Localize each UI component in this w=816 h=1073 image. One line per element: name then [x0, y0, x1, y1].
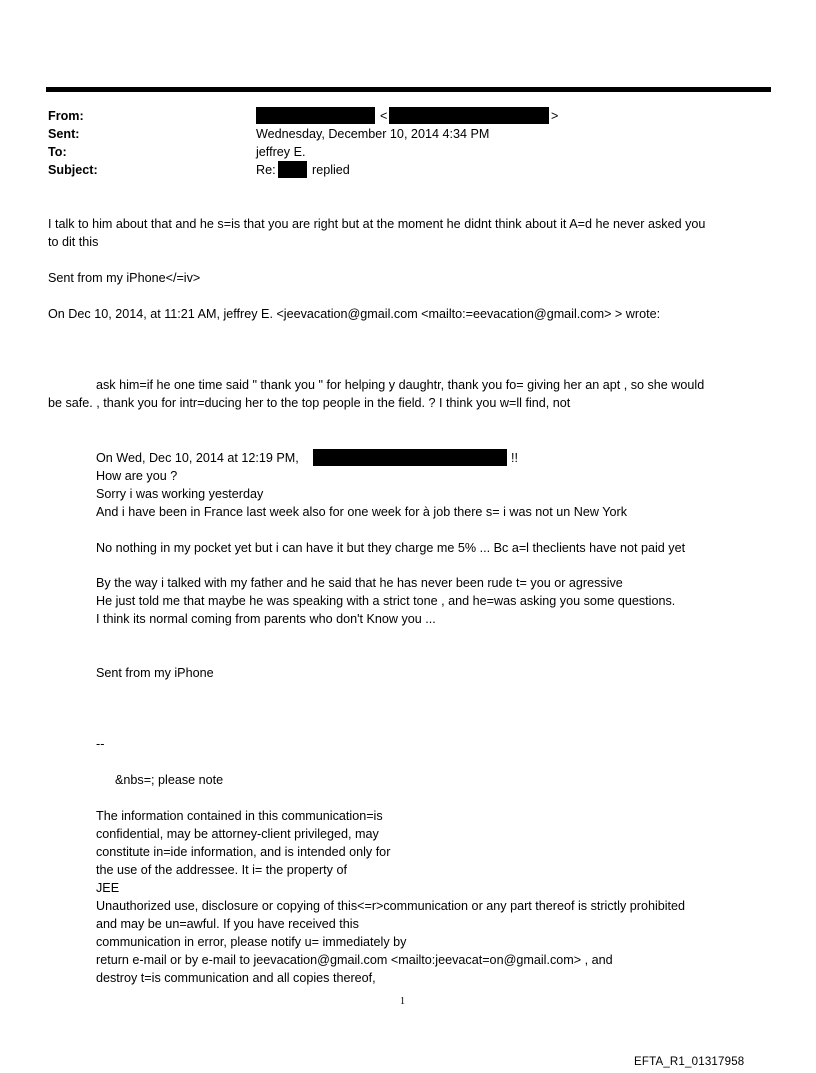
to-value: jeffrey E.: [256, 145, 306, 159]
redacted-sender-email: [389, 107, 549, 124]
disclaimer-line: the use of the addressee. It i= the property of: [96, 863, 347, 877]
subject-prefix: Re:: [256, 163, 276, 177]
body-line: Sorry i was working yesterday: [96, 487, 264, 501]
signature-line: Sent from my iPhone: [96, 666, 214, 680]
body-line: ask him=if he one time said " thank you " for helping y daughtr, thank you fo= giving her an apt , so she would: [96, 378, 705, 392]
disclaimer-line: The information contained in this communication=is: [96, 809, 383, 823]
quote-header-suffix: !!: [511, 451, 518, 465]
subject-label: Subject:: [48, 163, 98, 177]
body-line: How are you ?: [96, 469, 178, 483]
page-number: 1: [400, 996, 405, 1007]
body-line: And i have been in France last week also for one week for à job there s= i was not un New York: [96, 505, 627, 519]
signature-line: Sent from my iPhone</=iv>: [48, 271, 201, 285]
body-line: I think its normal coming from parents who don't Know you ...: [96, 612, 436, 626]
from-angle-open: <: [380, 109, 388, 123]
quote-header: On Dec 10, 2014, at 11:21 AM, jeffrey E. <jeevacation@gmail.com <mailto:=eevacation@gmail.com> > wrote:: [48, 307, 661, 321]
body-line: be safe. , thank you for intr=ducing her to the top people in the field. ? I think you w=ll find, not: [48, 396, 571, 410]
sent-label: Sent:: [48, 127, 80, 141]
disclaimer-line: and may be un=awful. If you have received this: [96, 917, 359, 931]
subject-suffix: replied: [312, 163, 350, 177]
redacted-sender-name: [256, 107, 375, 124]
redacted-quoted-sender: [313, 449, 507, 466]
document-id-footer: EFTA_R1_01317958: [634, 1056, 745, 1068]
body-line: to dit this: [48, 235, 99, 249]
disclaimer-line: JEE: [96, 881, 120, 895]
body-line: He just told me that maybe he was speaking with a strict tone , and he=was asking you some questions.: [96, 594, 676, 608]
disclaimer-line: Unauthorized use, disclosure or copying of this<=r>communication or any part thereof is strictly prohibited: [96, 899, 686, 913]
disclaimer-line: constitute in=ide information, and is intended only for: [96, 845, 391, 859]
from-angle-close: >: [551, 109, 559, 123]
body-line: By the way i talked with my father and he said that he has never been rude t= you or agressive: [96, 576, 623, 590]
disclaimer-line: confidential, may be attorney-client privileged, may: [96, 827, 379, 841]
redacted-subject-name: [278, 161, 307, 178]
header-rule: [46, 87, 771, 92]
from-label: From:: [48, 109, 84, 123]
disclaimer-line: communication in error, please notify u= immediately by: [96, 935, 407, 949]
body-line: No nothing in my pocket yet but i can have it but they charge me 5% ... Bc a=l theclients have not paid yet: [96, 541, 686, 555]
quote-header-prefix: On Wed, Dec 10, 2014 at 12:19 PM,: [96, 451, 299, 465]
disclaimer-line: return e-mail or by e-mail to jeevacation@gmail.com <mailto:jeevacat=on@gmail.com> , and: [96, 953, 613, 967]
disclaimer-line: destroy t=is communication and all copies thereof,: [96, 971, 376, 985]
body-line: I talk to him about that and he s=is that you are right but at the moment he didnt think about it A=d he never asked you: [48, 217, 706, 231]
signature-separator: --: [96, 737, 105, 751]
body-line: &nbs=; please note: [115, 773, 224, 787]
to-label: To:: [48, 145, 67, 159]
sent-value: Wednesday, December 10, 2014 4:34 PM: [256, 127, 490, 141]
